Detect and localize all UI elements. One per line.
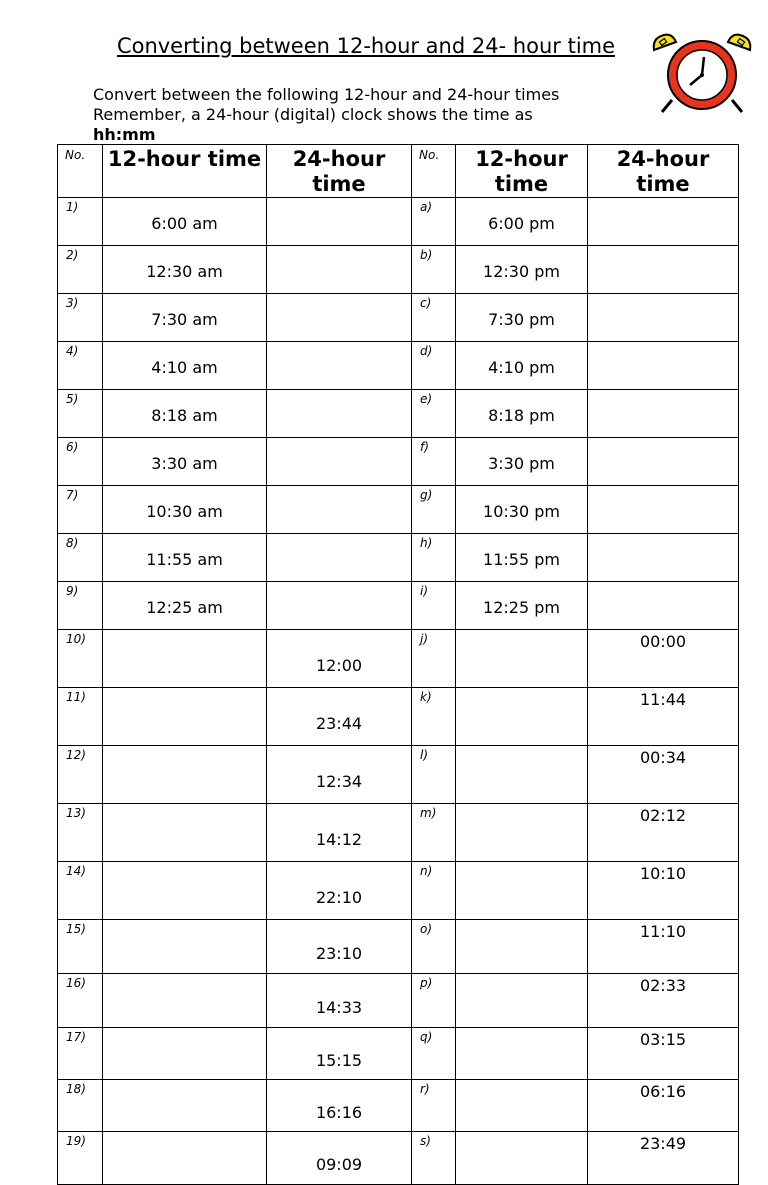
table-row	[58, 1132, 739, 1185]
given-12-hour-time: 12:30 am	[103, 246, 267, 294]
question-letter: g)	[412, 486, 456, 534]
question-number: 14)	[58, 862, 103, 920]
question-number: 15)	[58, 920, 103, 974]
question-number: 8)	[58, 534, 103, 582]
alarm-clock-icon	[646, 30, 758, 116]
given-12-hour-time: 12:25 pm	[456, 582, 588, 630]
given-24-hour-time: 11:44	[588, 688, 739, 746]
answer-24-hour-cell[interactable]	[267, 198, 412, 246]
given-12-hour-time: 11:55 pm	[456, 534, 588, 582]
question-letter: i)	[412, 582, 456, 630]
question-letter: n)	[412, 862, 456, 920]
given-12-hour-time: 10:30 pm	[456, 486, 588, 534]
given-12-hour-time: 10:30 am	[103, 486, 267, 534]
table-row	[58, 862, 739, 920]
given-24-hour-time: 09:09	[267, 1132, 412, 1185]
table-row	[58, 294, 739, 342]
answer-24-hour-cell[interactable]	[267, 534, 412, 582]
answer-12-hour-cell[interactable]	[456, 804, 588, 862]
given-24-hour-time: 02:33	[588, 974, 739, 1028]
given-24-hour-time: 16:16	[267, 1080, 412, 1132]
given-24-hour-time: 23:10	[267, 920, 412, 974]
table-row	[58, 1028, 739, 1080]
header-no-left: No.	[58, 145, 103, 198]
given-12-hour-time: 8:18 pm	[456, 390, 588, 438]
answer-12-hour-cell[interactable]	[456, 1028, 588, 1080]
given-12-hour-time: 11:55 am	[103, 534, 267, 582]
given-24-hour-time: 22:10	[267, 862, 412, 920]
answer-24-hour-cell[interactable]	[588, 198, 739, 246]
answer-12-hour-cell[interactable]	[456, 746, 588, 804]
header-24-hour-left	[267, 145, 412, 198]
table-row	[58, 920, 739, 974]
table-row	[58, 246, 739, 294]
table-row	[58, 198, 739, 246]
instruction-format: hh:mm	[93, 125, 156, 144]
given-24-hour-time: 00:00	[588, 630, 739, 688]
question-number: 10)	[58, 630, 103, 688]
table-row	[58, 342, 739, 390]
table-row	[58, 582, 739, 630]
question-number: 9)	[58, 582, 103, 630]
table-row	[58, 688, 739, 746]
question-letter: s)	[412, 1132, 456, 1185]
given-24-hour-time: 00:34	[588, 746, 739, 804]
table-row	[58, 390, 739, 438]
answer-24-hour-cell[interactable]	[588, 438, 739, 486]
table-row	[58, 630, 739, 688]
given-24-hour-time: 02:12	[588, 804, 739, 862]
given-24-hour-time: 14:12	[267, 804, 412, 862]
question-number: 18)	[58, 1080, 103, 1132]
header-24-hour-label: 24-hour time	[616, 147, 710, 196]
question-letter: f)	[412, 438, 456, 486]
question-number: 19)	[58, 1132, 103, 1185]
table-row	[58, 1080, 739, 1132]
table-row	[58, 486, 739, 534]
question-number: 1)	[58, 198, 103, 246]
question-letter: d)	[412, 342, 456, 390]
answer-24-hour-cell[interactable]	[588, 390, 739, 438]
header-12-hour-left	[103, 145, 267, 198]
given-24-hour-time: 03:15	[588, 1028, 739, 1080]
question-number: 2)	[58, 246, 103, 294]
answer-24-hour-cell[interactable]	[267, 342, 412, 390]
conversion-table	[57, 144, 739, 1185]
table-row	[58, 438, 739, 486]
answer-12-hour-cell[interactable]	[456, 974, 588, 1028]
answer-12-hour-cell[interactable]	[103, 920, 267, 974]
given-24-hour-time: 12:00	[267, 630, 412, 688]
answer-24-hour-cell[interactable]	[267, 246, 412, 294]
table-row	[58, 534, 739, 582]
given-12-hour-time: 3:30 pm	[456, 438, 588, 486]
answer-12-hour-cell[interactable]	[103, 974, 267, 1028]
answer-24-hour-cell[interactable]	[588, 246, 739, 294]
header-no-right: No.	[412, 145, 456, 198]
question-letter: b)	[412, 246, 456, 294]
answer-24-hour-cell[interactable]	[588, 582, 739, 630]
answer-12-hour-cell[interactable]	[456, 862, 588, 920]
answer-24-hour-cell[interactable]	[588, 534, 739, 582]
given-12-hour-time: 3:30 am	[103, 438, 267, 486]
answer-12-hour-cell[interactable]	[103, 1028, 267, 1080]
answer-12-hour-cell[interactable]	[103, 862, 267, 920]
header-row	[58, 145, 739, 198]
answer-12-hour-cell[interactable]	[103, 1080, 267, 1132]
answer-12-hour-cell[interactable]	[456, 630, 588, 688]
header-24-hour-label: 24-hour time	[292, 147, 386, 196]
given-24-hour-time: 11:10	[588, 920, 739, 974]
question-number: 16)	[58, 974, 103, 1028]
given-24-hour-time: 23:44	[267, 688, 412, 746]
answer-12-hour-cell[interactable]	[456, 688, 588, 746]
answer-12-hour-cell[interactable]	[456, 1132, 588, 1185]
given-12-hour-time: 6:00 am	[103, 198, 267, 246]
answer-24-hour-cell[interactable]	[267, 390, 412, 438]
question-letter: j)	[412, 630, 456, 688]
given-24-hour-time: 10:10	[588, 862, 739, 920]
given-12-hour-time: 4:10 am	[103, 342, 267, 390]
given-24-hour-time: 14:33	[267, 974, 412, 1028]
question-letter: r)	[412, 1080, 456, 1132]
answer-24-hour-cell[interactable]	[588, 294, 739, 342]
question-letter: h)	[412, 534, 456, 582]
answer-12-hour-cell[interactable]	[103, 804, 267, 862]
given-12-hour-time: 8:18 am	[103, 390, 267, 438]
instructions	[93, 85, 653, 145]
given-12-hour-time: 12:25 am	[103, 582, 267, 630]
question-letter: k)	[412, 688, 456, 746]
question-number: 11)	[58, 688, 103, 746]
question-number: 3)	[58, 294, 103, 342]
header-12-hour-right	[456, 145, 588, 198]
question-number: 12)	[58, 746, 103, 804]
answer-12-hour-cell[interactable]	[456, 920, 588, 974]
question-number: 13)	[58, 804, 103, 862]
given-24-hour-time: 06:16	[588, 1080, 739, 1132]
instruction-line-2: Remember, a 24-hour (digital) clock shows the time as	[93, 105, 533, 124]
answer-24-hour-cell[interactable]	[588, 486, 739, 534]
table-row	[58, 804, 739, 862]
answer-12-hour-cell[interactable]	[103, 688, 267, 746]
given-12-hour-time: 7:30 pm	[456, 294, 588, 342]
given-12-hour-time: 12:30 pm	[456, 246, 588, 294]
question-number: 4)	[58, 342, 103, 390]
given-24-hour-time: 23:49	[588, 1132, 739, 1185]
answer-12-hour-cell[interactable]	[103, 630, 267, 688]
question-number: 17)	[58, 1028, 103, 1080]
answer-12-hour-cell[interactable]	[103, 1132, 267, 1185]
question-number: 5)	[58, 390, 103, 438]
question-letter: a)	[412, 198, 456, 246]
table-row	[58, 974, 739, 1028]
answer-24-hour-cell[interactable]	[267, 294, 412, 342]
worksheet-title: Converting between 12-hour and 24- hour time	[116, 34, 616, 58]
answer-12-hour-cell[interactable]	[456, 1080, 588, 1132]
answer-24-hour-cell[interactable]	[588, 342, 739, 390]
given-12-hour-time: 6:00 pm	[456, 198, 588, 246]
question-letter: l)	[412, 746, 456, 804]
question-letter: e)	[412, 390, 456, 438]
answer-24-hour-cell[interactable]	[267, 582, 412, 630]
answer-24-hour-cell[interactable]	[267, 438, 412, 486]
table-row	[58, 746, 739, 804]
answer-24-hour-cell[interactable]	[267, 486, 412, 534]
given-12-hour-time: 7:30 am	[103, 294, 267, 342]
header-24-hour-right	[588, 145, 739, 198]
question-number: 6)	[58, 438, 103, 486]
answer-12-hour-cell[interactable]	[103, 746, 267, 804]
question-number: 7)	[58, 486, 103, 534]
question-letter: q)	[412, 1028, 456, 1080]
question-letter: p)	[412, 974, 456, 1028]
instruction-line-1: Convert between the following 12-hour and 24-hour times	[93, 85, 560, 104]
question-letter: m)	[412, 804, 456, 862]
header-12-hour-label: 12-hour time	[475, 147, 568, 196]
given-24-hour-time: 15:15	[267, 1028, 412, 1080]
question-letter: o)	[412, 920, 456, 974]
header-12-hour-label: 12-hour time	[107, 147, 262, 171]
question-letter: c)	[412, 294, 456, 342]
given-24-hour-time: 12:34	[267, 746, 412, 804]
given-12-hour-time: 4:10 pm	[456, 342, 588, 390]
